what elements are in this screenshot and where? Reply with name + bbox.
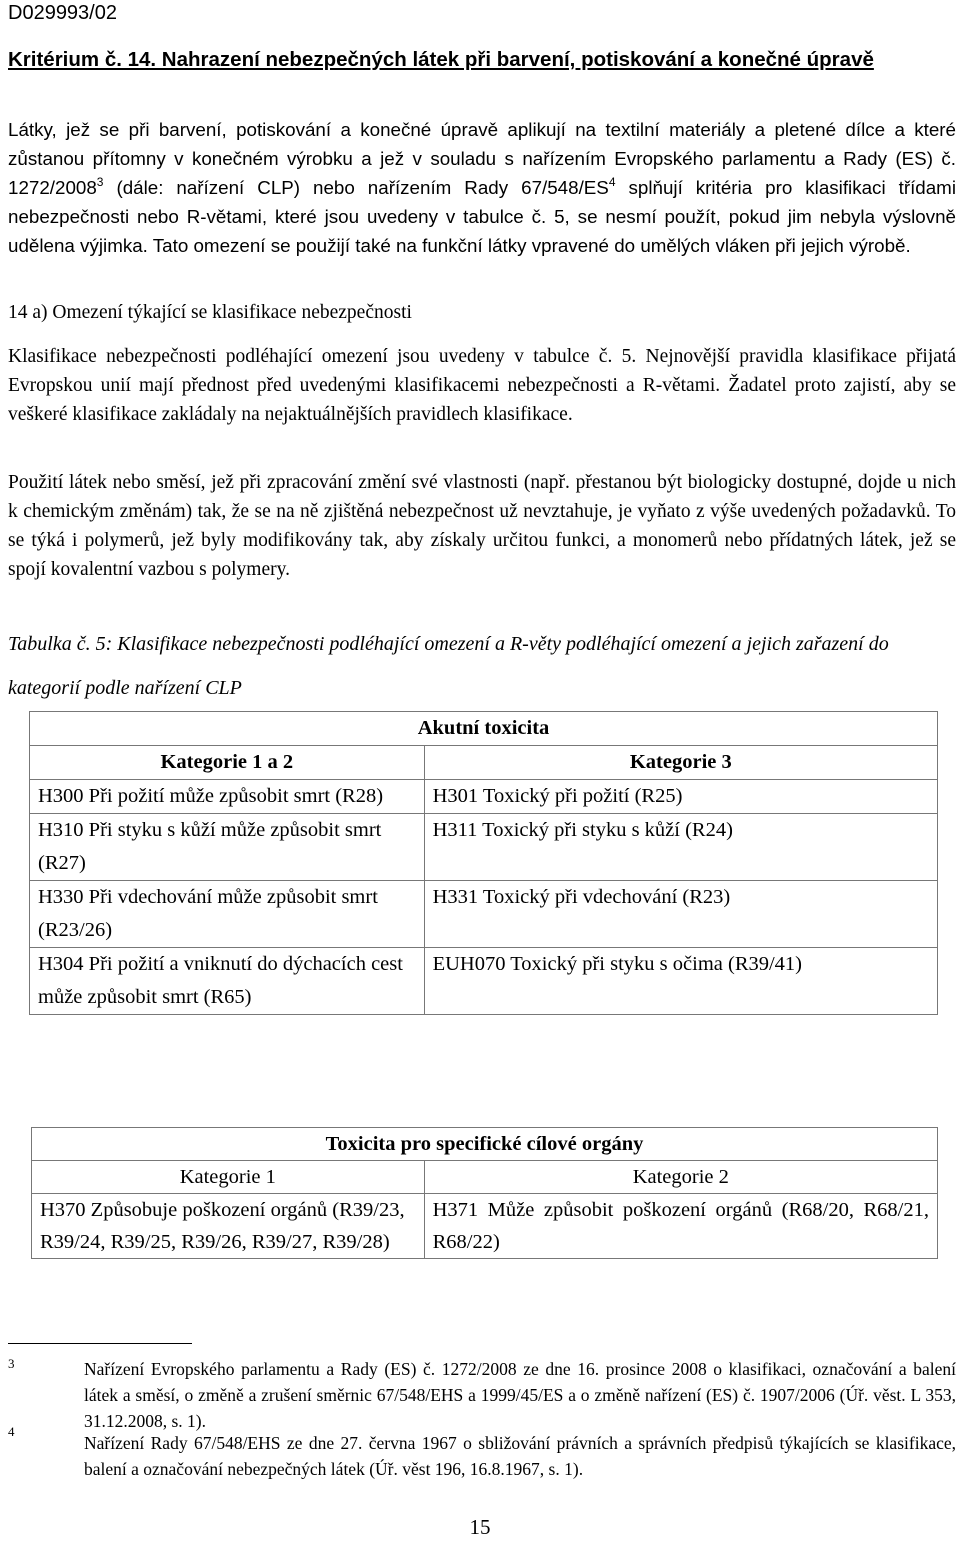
organ-table-title: Toxicita pro specifické cílové orgány (32, 1128, 938, 1161)
table-cell: EUH070 Toxický při styku s očima (R39/41) (424, 948, 937, 1015)
organ-col2-header: Kategorie 2 (424, 1161, 937, 1194)
table-cell: H310 Při styku s kůží může způsobit smrt (R27) (30, 814, 425, 881)
subheading-14a: 14 a) Omezení týkající se klasifikace nebezpečnosti (8, 302, 412, 323)
table-cell: H304 Při požití a vniknutí do dýchacích cest může způsobit smrt (R65) (30, 948, 425, 1015)
criterion-heading: Kritérium č. 14. Nahrazení nebezpečných látek při barvení, potiskování a konečné úpravě (8, 48, 874, 71)
document-id: D029993/02 (8, 2, 117, 24)
classification-paragraph: Klasifikace nebezpečnosti podléhající omezení jsou uvedeny v tabulce č. 5. Nejnovější pravidla klasifikace přijatá Evropskou unií mají přednost před uvedenými klasifikacemi nebezpečnosti a R-větami. Žadatel proto zajistí, aby se veškeré klasifikace zakládaly na nejaktuálnějších pravidlech klasifikace. (8, 346, 956, 425)
footnote-separator (8, 1343, 192, 1344)
table-row (30, 948, 938, 1015)
acute-col2-header: Kategorie 3 (424, 746, 937, 780)
table-row (30, 814, 938, 881)
acute-toxicity-table (29, 711, 938, 1015)
footnote-mark-3: 3 (8, 1356, 15, 1371)
table-cell: H311 Toxický při styku s kůží (R24) (424, 814, 937, 881)
table-cell: H331 Toxický při vdechování (R23) (424, 881, 937, 948)
acute-col1-header: Kategorie 1 a 2 (30, 746, 425, 780)
footnote-ref-4[interactable]: 4 (608, 175, 616, 189)
usage-paragraph: Použití látek nebo směsí, jež při zpracování změní své vlastnosti (např. přestanou být biologicky dostupné, dojde u nich k chemickým změnám) tak, že se na ně zjištěná nebezpečnost už nevztahuje, je vyňato z výše uvedených požadavků. To se týká i polymerů, jež byly modifikovány tak, aby získaly určitou funkci, a monomerů nebo přídatných látek, jež se spojí kovalentní vazbou s polymery. (8, 472, 956, 580)
page-number: 15 (469, 1515, 491, 1539)
intro-paragraph (8, 115, 956, 260)
acute-table-title: Akutní toxicita (30, 712, 938, 746)
table-cell: H371 Může způsobit poškození orgánů (R68/20, R68/21, R68/22) (424, 1194, 937, 1259)
table-cell: H301 Toxický při požití (R25) (424, 780, 937, 814)
intro-text-part-2: (dále: nařízení CLP) nebo nařízením Rady 67/548/ES (103, 177, 609, 198)
table-cell: H300 Při požití může způsobit smrt (R28) (30, 780, 425, 814)
intro-text-part-3: splňují kritéria pro klasifikaci třídami nebezpečnosti nebo R-větami, které jsou uvedeny v tabulce č. 5, se nesmí použít, pokud jim nebyla výslovně udělena výjimka. Tato omezení se použijí také na funkční látky vpravené do umělých vláken při jejich výrobě. (8, 177, 956, 256)
footnote-mark-4: 4 (8, 1424, 15, 1439)
footnote-3-text: Nařízení Evropského parlamentu a Rady (ES) č. 1272/2008 ze dne 16. prosince 2008 o klasifikaci, označování a balení látek a směsí, o změně a zrušení směrnic 67/548/EHS a 1999/45/ES a o změně nařízení (ES) č. 1907/2006 (Úř. věst. L 353, 31.12.2008, s. 1). (84, 1359, 956, 1431)
table-caption: Tabulka č. 5: Klasifikace nebezpečnosti podléhající omezení a R-věty podléhající omezení a jejich zařazení do kategorií podle nařízení CLP (8, 633, 889, 699)
table-cell: H330 Při vdechování může způsobit smrt (R23/26) (30, 881, 425, 948)
footnote-4-text: Nařízení Rady 67/548/EHS ze dne 27. června 1967 o sbližování právních a správních předpisů týkajících se klasifikace, balení a označování nebezpečných látek (Úř. věst 196, 16.8.1967, s. 1). (84, 1433, 956, 1479)
table-row (30, 881, 938, 948)
organ-col1-header: Kategorie 1 (32, 1161, 425, 1194)
table-cell: H370 Způsobuje poškození orgánů (R39/23, R39/24, R39/25, R39/26, R39/27, R39/28) (32, 1194, 425, 1259)
intro-text-part-1: Látky, jež se při barvení, potiskování a konečné úpravě aplikují na textilní materiály a pletené dílce a které zůstanou přítomny v konečném výrobku a jež v souladu s nařízením Evropského parlamentu a Rady (ES) č. 1272/2008 (8, 119, 956, 198)
footnote-ref-3[interactable]: 3 (96, 175, 104, 189)
table-row (32, 1194, 938, 1259)
organ-toxicity-table (31, 1127, 938, 1259)
table-row (30, 780, 938, 814)
